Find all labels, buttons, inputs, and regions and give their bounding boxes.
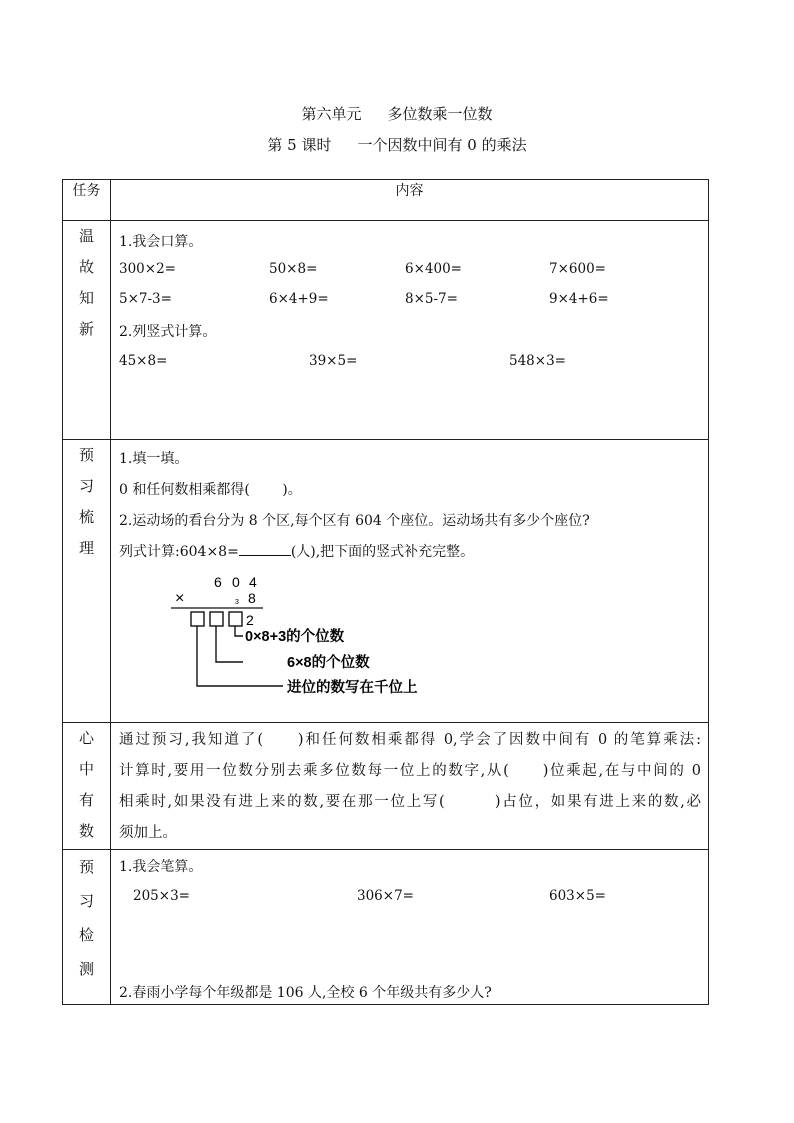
summary-line: 计算时,要用一位数分别去乘多位数每一位上的数字,从( )位乘起,在与中间的 0 <box>119 763 701 779</box>
oral-expr: 9×4+6= <box>549 291 609 307</box>
written-expr: 205×3= <box>133 888 190 904</box>
worksheet-table <box>62 179 709 1005</box>
digit-4: 4 <box>249 574 257 590</box>
table-header-row <box>63 180 709 221</box>
note-tens: 0×8+3的个位数 <box>245 629 345 645</box>
check-q1-title: 1.我会笔算。 <box>119 859 203 875</box>
oral-expr: 50×8= <box>269 261 318 277</box>
oral-expr: 7×600= <box>549 261 606 277</box>
unit-number: 第六单元 <box>301 105 362 123</box>
note-hundreds: 6×8的个位数 <box>287 655 370 671</box>
oral-expr: 8×5-7= <box>405 291 458 307</box>
digit-6: 6 <box>214 574 222 590</box>
vertical-expr: 39×5= <box>309 353 358 369</box>
vertical-expr: 548×3= <box>509 353 566 369</box>
review-q2-title: 2.列竖式计算。 <box>119 324 217 340</box>
times-sign: × <box>175 590 185 607</box>
preview-q1-text: 0 和任何数相乘都得( )。 <box>119 482 302 498</box>
oral-expr: 300×2= <box>119 261 176 277</box>
summary-line: 相乘时,如果没有进上来的数,要在那一位上写( )占位，如果有进上来的数,必 <box>119 794 701 810</box>
written-expr: 603×5= <box>549 888 606 904</box>
check-label: 预 习 检 测 <box>78 858 94 978</box>
formula-tail: (人),把下面的竖式补充完整。 <box>290 544 475 560</box>
oral-expr: 6×4+9= <box>269 291 329 307</box>
heart-label: 心 中 有 数 <box>78 729 94 840</box>
section-preview <box>63 440 709 723</box>
lesson-number: 第 5 课时 <box>267 136 332 154</box>
header-content: 内容 <box>111 180 709 221</box>
preview-label: 预 习 梳 理 <box>78 446 94 557</box>
section-check <box>63 850 709 1005</box>
answer-blank[interactable] <box>239 543 291 556</box>
review-q1-title: 1.我会口算。 <box>119 234 203 250</box>
header-task: 任务 <box>63 180 111 221</box>
box-thousands <box>191 612 204 626</box>
review-label: 温 故 知 新 <box>78 227 94 338</box>
box-tens <box>229 612 242 626</box>
lesson-topic: 一个因数中间有 0 的乘法 <box>357 136 527 154</box>
section-review <box>63 221 709 440</box>
result-last-digit: 2 <box>246 612 254 628</box>
unit-title <box>0 103 794 124</box>
written-expr: 306×7= <box>357 888 414 904</box>
preview-q1-title: 1.填一填。 <box>119 451 189 467</box>
summary-line: 通过预习,我知道了( )和任何数相乘都得 0,学会了因数中间有 0 的笔算乘法: <box>119 732 701 748</box>
note-thousands: 进位的数写在千位上 <box>287 680 418 696</box>
check-q2-text: 2.春雨小学每个年级都是 106 人,全校 6 个年级共有多少人? <box>119 985 492 1001</box>
oral-expr: 6×400= <box>405 261 462 277</box>
carry-digit: 3 <box>235 599 239 606</box>
multiplier-digit: 8 <box>248 590 256 606</box>
unit-topic: 多位数乘一位数 <box>387 105 493 123</box>
pointer-line-hundreds <box>216 626 243 662</box>
vertical-expr: 45×8= <box>119 353 168 369</box>
box-hundreds <box>210 612 223 626</box>
lesson-title <box>0 134 794 155</box>
section-heart <box>63 723 709 850</box>
summary-line: 须加上。 <box>119 825 177 841</box>
preview-formula <box>119 541 474 561</box>
preview-q2-text: 2.运动场的看台分为 8 个区,每个区有 604 个座位。运动场共有多少个座位? <box>119 513 590 529</box>
multiplication-diagram <box>111 568 711 718</box>
formula-text: 列式计算:604×8= <box>119 544 239 560</box>
oral-expr: 5×7-3= <box>119 291 172 307</box>
pointer-line-tens <box>235 626 243 636</box>
digit-0: 0 <box>232 574 240 590</box>
